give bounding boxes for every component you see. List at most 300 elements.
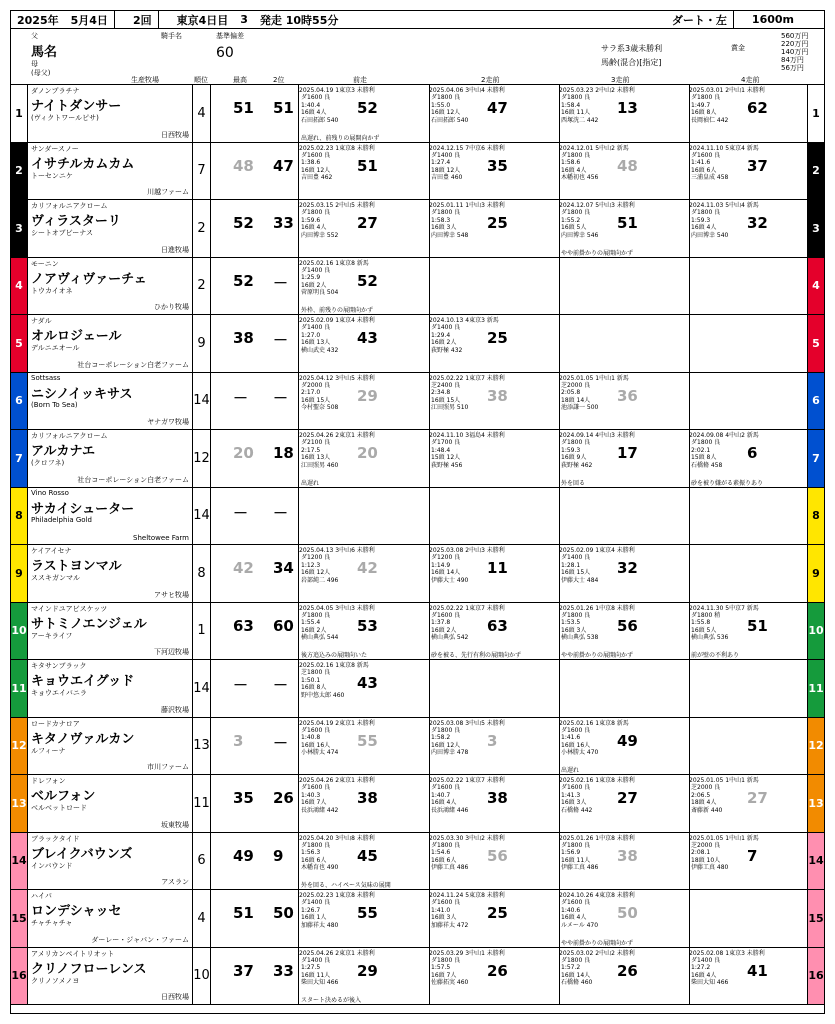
horse-info [28, 488, 193, 545]
horse-name[interactable]: ブレイクバウンズ [31, 846, 133, 862]
horse-name[interactable]: ベルフォン [31, 789, 96, 804]
past-race[interactable] [299, 545, 430, 602]
race-index: 38 [357, 789, 378, 807]
breeder: Sheltowee Farm [133, 534, 189, 542]
race-header: 2024.11.10 5東京4 新馬 [689, 144, 759, 151]
race-header: 2024.12.07 5中山3 未勝利 [559, 202, 635, 208]
past-race[interactable] [299, 143, 430, 200]
race-header: 2025.03.29 3中山1 未勝利 [429, 949, 505, 956]
race-index: 32 [617, 559, 638, 577]
race-meta: ダ1400 良 1:28.1 16頭 15人 伊藤大士 484 [561, 554, 599, 584]
past-race[interactable] [689, 833, 809, 890]
past-race[interactable] [559, 890, 690, 947]
post-number: 9 [11, 545, 28, 602]
rank: 12 [193, 430, 211, 487]
breeder: 市川ファーム [147, 763, 189, 771]
sire: サンダースノー [31, 144, 79, 153]
race-header: 2024.10.13 4東京3 新馬 [429, 317, 499, 323]
rank: 14 [193, 488, 211, 545]
best-indices [211, 660, 299, 717]
best-indices [211, 603, 299, 660]
rank: 9 [193, 315, 211, 372]
race-meta: ダ1800 良 1:58.2 16頭 12人 内田博幸 478 [431, 726, 469, 757]
race-class: サラ系3歳未勝利 [601, 44, 663, 53]
race-note: 出遅れ [561, 767, 580, 774]
past-race [689, 258, 809, 315]
race-index: 55 [357, 904, 378, 922]
best-indices [211, 718, 299, 775]
sire: アメリカンペイトリオット [31, 949, 115, 958]
horse-info [28, 430, 193, 487]
race-index: 62 [747, 99, 768, 117]
dam: Philadelphia Gold [31, 515, 92, 524]
post-number: 16 [11, 948, 28, 1005]
past-race[interactable] [299, 948, 430, 1005]
dam: クリノソメノヨ [31, 976, 80, 985]
race-header: 2025.04.26 2東京1 未勝利 [299, 949, 375, 956]
prev4-label: 4走前 [741, 76, 760, 84]
past-race[interactable] [689, 948, 809, 1005]
horse-row[interactable] [11, 718, 824, 776]
race-header: 2025.04.19 1東京3 未勝利 [299, 87, 375, 93]
race-header: 2025.02.22 1東京7 未勝利 [429, 777, 505, 783]
race-note: やや前掛かりの展開向かず [561, 249, 634, 257]
horse-name[interactable]: サトミノエンジェル [31, 616, 147, 632]
past-race[interactable] [429, 200, 560, 257]
race-note: 外を回る [561, 479, 586, 487]
race-index: 38 [487, 789, 508, 807]
horse-info [28, 373, 193, 430]
race-header [689, 660, 808, 668]
date: 5月4日 [70, 13, 108, 27]
past-race [429, 660, 560, 717]
post-number: 15 [11, 890, 28, 947]
race-meta: ダ1800 稍 1:55.8 16頭 5人 横山典弘 536 [691, 611, 729, 642]
breeder: ダーレー・ジャパン・ファーム [91, 935, 189, 944]
dam-label: 母 [31, 60, 38, 68]
race-meta: ダ1400 良 1:27.2 16頭 4人 柴田大知 466 [691, 956, 729, 987]
race-meta: ダ1800 良 1:59.3 16頭 4人 内田博幸 540 [691, 209, 729, 239]
horse-row[interactable] [11, 488, 824, 546]
past-race[interactable] [299, 603, 430, 660]
best-indices [211, 200, 299, 257]
race-meta: ダ1600 良 1:38.6 16頭 12人 吉田豊 462 [301, 151, 333, 182]
race-header: 2025.03.01 2中山1 未勝利 [689, 87, 765, 93]
horse-name[interactable]: オルロジェール [31, 329, 122, 344]
past-race[interactable] [429, 85, 560, 142]
past-race[interactable] [559, 545, 690, 602]
horse-row[interactable] [11, 660, 824, 718]
race-header [689, 545, 808, 553]
past-race[interactable] [429, 833, 560, 890]
horse-row[interactable] [11, 315, 824, 373]
past-race[interactable] [559, 373, 690, 430]
prize-label: 賞金 [731, 44, 745, 52]
past-race[interactable] [299, 430, 430, 487]
breeder: ひかり牧場 [154, 303, 189, 311]
race-index: 48 [617, 156, 638, 175]
past-race[interactable] [429, 718, 560, 775]
sire: Vino Rosso [31, 488, 69, 497]
race-index: 51 [357, 156, 378, 175]
horse-row[interactable] [11, 545, 824, 603]
race-header [559, 258, 689, 266]
best-indices [211, 488, 299, 545]
race-index: 51 [747, 616, 768, 635]
race-meta: ダ1800 良 1:59.6 16頭 4人 内田博幸 552 [301, 209, 339, 239]
race-header: 2025.04.13 3中山6 未勝利 [299, 547, 375, 553]
race-header: 2025.03.08 2中山3 未勝利 [429, 547, 505, 553]
past-race [559, 258, 690, 315]
race-index: 17 [617, 444, 638, 462]
post-number: 4 [11, 258, 28, 315]
rank: 14 [193, 373, 211, 430]
race-meta: ダ1800 良 1:57.5 16頭 7人 佐藤拓実 460 [431, 956, 469, 987]
dam: トーセンニケ [31, 171, 73, 180]
second-index: － [273, 273, 289, 292]
past-race[interactable] [559, 603, 690, 660]
race-header [689, 315, 808, 323]
horse-row[interactable] [11, 85, 824, 143]
race-index: 6 [747, 444, 758, 462]
dam: トウカイオネ [31, 286, 73, 295]
race-note: スタート決めるが後入 [301, 997, 362, 1004]
best-index: 48 [233, 156, 254, 175]
race-header [429, 258, 559, 266]
race-meta: ダ1800 良 1:58.6 16頭 4人 木幡初也 456 [561, 151, 599, 182]
race-note: 砂を被り嫌がる素振りあり [691, 479, 764, 487]
post-number-right: 14 [807, 833, 824, 890]
second-index: 34 [273, 559, 294, 577]
horse-name[interactable]: ノアヴィヴァーチェ [31, 271, 147, 287]
race-meta: ダ1800 良 1:55.0 16頭 12人 石田拓郎 540 [431, 94, 469, 124]
race-meta: ダ1800 良 1:49.7 16頭 8人 長岡禎仁 442 [691, 94, 729, 124]
past-race[interactable] [689, 85, 809, 142]
post-number-right: 2 [807, 143, 824, 200]
race-header: 2025.03.15 2中山5 未勝利 [299, 202, 375, 208]
race-index: 13 [617, 99, 638, 117]
horse-row[interactable] [11, 143, 824, 201]
race-index: 25 [487, 214, 508, 232]
breeder: 藤沢牧場 [161, 705, 189, 714]
dam: キョウエイバニラ [31, 689, 87, 697]
race-meta: ダ1600 良 1:40.7 16頭 4人 長浜鴻緒 446 [431, 784, 469, 814]
past-race[interactable] [429, 430, 560, 487]
past-race [299, 488, 430, 545]
horse-row[interactable] [11, 775, 824, 833]
past-race[interactable] [689, 143, 809, 200]
dam: インバウンド [31, 861, 73, 870]
race-header: 2024.10.26 4東京8 未勝利 [559, 892, 635, 898]
best-index: － [233, 503, 249, 522]
past-race[interactable] [429, 948, 560, 1005]
rank: 14 [193, 660, 211, 717]
race-header [299, 488, 429, 496]
past-race [559, 315, 690, 372]
past-race[interactable] [559, 143, 690, 200]
dam: アーキライフ [31, 631, 73, 640]
sire: ブラックタイド [31, 834, 80, 843]
best-indices [211, 833, 299, 890]
race-index: 52 [357, 99, 378, 117]
race-index: 41 [747, 961, 768, 980]
past-race[interactable] [689, 775, 809, 832]
second-index: － [273, 676, 289, 694]
prize-1: 560万円 [781, 32, 809, 40]
breeder-label: 生産牧場 [131, 76, 159, 84]
race-index: 32 [747, 214, 768, 232]
best-indices [211, 775, 299, 832]
past-race[interactable] [559, 718, 690, 775]
past-race[interactable] [559, 775, 690, 832]
race-header: 2024.09.14 4中山3 未勝利 [559, 432, 635, 438]
past-race[interactable] [559, 430, 690, 487]
race-header [689, 890, 808, 898]
horse-info [28, 660, 193, 717]
dam: ベルベットロード [31, 804, 87, 812]
race-meta: ダ1800 良 1:55.4 16頭 2人 横山典弘 544 [301, 611, 339, 642]
race-header [689, 373, 808, 381]
past-race[interactable] [299, 373, 430, 430]
past-race[interactable] [429, 143, 560, 200]
race-header: 2025.02.09 1東京4 未勝利 [559, 547, 635, 553]
horse-name[interactable]: イサチルカムカム [31, 156, 135, 172]
horse-rows [11, 85, 824, 1005]
dam: デルニエオール [31, 344, 80, 352]
past-race [689, 718, 809, 775]
horse-name[interactable]: サカイシューター [31, 501, 135, 517]
race-note: 後方追込みの展開向いた [301, 652, 368, 659]
past-race [689, 660, 809, 717]
race-meta: ダ1800 良 1:53.5 16頭 3人 横山典弘 538 [561, 611, 599, 642]
race-meta: ダ1400 良 1:29.4 16頭 2人 荻野極 432 [431, 324, 463, 354]
best-index: 51 [233, 904, 254, 922]
race-meta: ダ1400 良 1:27.5 16頭 11人 柴田大知 466 [301, 956, 339, 987]
second-index: 60 [273, 616, 294, 635]
race-index: 56 [487, 846, 508, 865]
post-number-right: 10 [807, 603, 824, 660]
race-meta: ダ1600 良 1:40.8 16頭 16人 小林勝太 474 [301, 726, 339, 757]
best-index: 63 [233, 616, 254, 635]
post-number: 10 [11, 603, 28, 660]
rank: 11 [193, 775, 211, 832]
past-race [559, 488, 690, 545]
horse-name[interactable]: アルカナエ [31, 444, 95, 459]
race-header: 2025.04.06 3中山4 未勝利 [429, 87, 505, 93]
post-number: 3 [11, 200, 28, 257]
past-race[interactable] [429, 775, 560, 832]
race-index: 47 [487, 99, 508, 117]
breeder: アサヒ牧場 [154, 590, 189, 599]
post-number-right: 7 [807, 430, 824, 487]
post-number-right: 4 [807, 258, 824, 315]
second-index: 18 [273, 444, 294, 462]
past-race[interactable] [689, 430, 809, 487]
past-race [689, 488, 809, 545]
past-race[interactable] [559, 833, 690, 890]
dam: (Born To Sea) [31, 400, 78, 409]
second-index: － [273, 503, 289, 522]
past-race [429, 258, 560, 315]
dam: (クロフネ) [31, 459, 65, 467]
race-index: 42 [357, 559, 378, 577]
race-meta: ダ1200 良 1:14.9 16頭 14人 伊藤大士 490 [431, 554, 469, 584]
post-number: 11 [11, 660, 28, 717]
race-meta: ダ1600 良 1:40.6 16頭 4人 ルメール 470 [561, 899, 599, 929]
past-race[interactable] [299, 775, 430, 832]
prev3-label: 3走前 [611, 76, 630, 84]
horse-info [28, 200, 193, 257]
race-header: 2025.02.16 1東京8 未勝利 [559, 777, 635, 783]
past-race [689, 545, 809, 602]
horse-row[interactable] [11, 200, 824, 258]
horse-row[interactable] [11, 258, 824, 316]
horse-info [28, 948, 193, 1005]
race-index: 26 [487, 961, 508, 980]
past-race[interactable] [299, 85, 430, 142]
race-header: 2024.11.30 5中京7 新馬 [689, 604, 759, 611]
past-race [559, 660, 690, 717]
track: ダート・左 [671, 13, 727, 27]
past-race[interactable] [299, 258, 430, 315]
horse-name[interactable]: キョウエイグッド [31, 674, 135, 689]
second-index: － [273, 331, 289, 349]
past-race[interactable] [299, 660, 430, 717]
race-note: 出遅れ、前残りの展開向かず [301, 134, 380, 142]
horse-name[interactable]: ラストヨンマル [31, 559, 122, 574]
past-race[interactable] [299, 718, 430, 775]
race-index: 53 [357, 616, 378, 635]
distance: 1600m [751, 13, 794, 26]
horse-name[interactable]: ヴィラスターリ [31, 214, 121, 229]
past-race[interactable] [299, 200, 430, 257]
horse-row[interactable] [11, 833, 824, 891]
race-header [689, 718, 808, 726]
race-meta: ダ1800 良 2:02.1 15頭 8人 石橋脩 458 [691, 439, 723, 469]
race-no: 3 [240, 13, 248, 26]
horse-name[interactable]: ナイトダンサー [31, 99, 122, 114]
past-race[interactable] [299, 833, 430, 890]
sire: ケイアイセナ [31, 547, 72, 555]
best-indices [211, 85, 299, 142]
breeder: 社台コーポレーション白老ファーム [77, 475, 189, 484]
start-time: 発走 10時55分 [259, 13, 339, 27]
race-meta: 芝1800 良 1:50.1 16頭 8人 野中悠太郎 460 [301, 669, 345, 699]
past-race[interactable] [429, 545, 560, 602]
post-number-right: 1 [807, 85, 824, 142]
race-meta: ダ1200 良 1:12.3 16頭 12人 岩部純二 496 [301, 554, 339, 584]
past-race[interactable] [689, 603, 809, 660]
race-index: 49 [617, 731, 638, 750]
best-index: 52 [233, 214, 254, 232]
second-index: － [273, 733, 289, 752]
second-index: 51 [273, 99, 294, 117]
past-race[interactable] [429, 603, 560, 660]
race-index: 29 [357, 961, 378, 980]
past-race[interactable] [299, 890, 430, 947]
horse-info [28, 890, 193, 947]
race-meta: ダ1600 良 1:40.4 16頭 4人 石田拓郎 540 [301, 94, 339, 124]
race-note: 砂を被る、先行有利の展開向かず [431, 652, 522, 659]
best-indices [211, 890, 299, 947]
horse-name[interactable]: キタノヴァルカン [31, 731, 135, 747]
post-number-right: 8 [807, 488, 824, 545]
past-race[interactable] [429, 315, 560, 372]
horse-row[interactable] [11, 890, 824, 948]
prize-2: 220万円 [781, 40, 809, 48]
post-number-right: 11 [807, 660, 824, 717]
race-note: やや前掛かりの展開向かず [561, 939, 634, 947]
best-index: 3 [233, 731, 244, 750]
post-number: 2 [11, 143, 28, 200]
best-indices [211, 430, 299, 487]
race-index: 51 [617, 214, 638, 232]
horse-row[interactable] [11, 948, 824, 1006]
race-index: 43 [357, 329, 378, 347]
race-meta: ダ1800 良 1:57.2 16頭 14人 石橋脩 460 [561, 956, 593, 987]
past-race[interactable] [299, 315, 430, 372]
sire: モーニン [31, 259, 59, 268]
race-index: 20 [357, 444, 378, 462]
prize-3: 140万円 [781, 48, 809, 56]
race-meta: ダ1800 良 1:54.6 16頭 6人 伊藤工真 486 [431, 841, 469, 872]
horse-row[interactable] [11, 430, 824, 488]
race-header: 2025.04.26 2東京1 未勝利 [299, 432, 375, 438]
breeder: 日西牧場 [161, 993, 189, 1001]
second-index: － [273, 388, 289, 407]
past-race[interactable] [429, 373, 560, 430]
race-meta: ダ1600 良 1:41.6 16頭 6人 三浦皇成 458 [691, 151, 729, 182]
sire-label: 父 [31, 32, 38, 40]
horse-info [28, 775, 193, 832]
race-index: 38 [617, 846, 638, 865]
past-race[interactable] [559, 200, 690, 257]
sire: ハイパ [31, 892, 52, 900]
horse-info [28, 545, 193, 602]
sire: キタサンブラック [31, 662, 87, 670]
best-index: 20 [233, 444, 254, 462]
breeder: アスラン [161, 878, 189, 886]
race-meta: ダ1800 良 1:58.4 16頭 11人 西塚洸二 442 [561, 94, 599, 124]
horse-row[interactable] [11, 373, 824, 431]
rank: 8 [193, 545, 211, 602]
race-meta: ダ1800 良 1:56.9 16頭 11人 伊藤工真 486 [561, 841, 599, 872]
horse-name[interactable]: ロンデシャッセ [31, 904, 122, 919]
past-race[interactable] [429, 890, 560, 947]
race-meta: ダ1800 良 1:59.3 16頭 9人 荻野極 462 [561, 439, 593, 469]
race-index: 11 [487, 559, 508, 577]
race-meta: ダ2100 良 2:17.5 16頭 13人 江田照男 460 [301, 439, 339, 469]
race-index: 45 [357, 846, 378, 865]
race-header: 2025.02.16 1東京8 新馬 [299, 259, 369, 266]
prize-5: 56万円 [781, 64, 804, 72]
horse-name[interactable]: クリノフローレンス [31, 961, 147, 977]
breeder: 社台コーポレーション白老ファーム [77, 360, 189, 369]
second-index: 26 [273, 789, 294, 807]
past-race[interactable] [559, 85, 690, 142]
rank: 4 [193, 890, 211, 947]
best-index: 38 [233, 329, 254, 347]
past-race[interactable] [689, 200, 809, 257]
best-indices [211, 143, 299, 200]
horse-info [28, 143, 193, 200]
race-header: 2025.02.22 1東京7 未勝利 [429, 604, 505, 611]
horse-row[interactable] [11, 603, 824, 661]
race-index: 26 [617, 961, 638, 980]
meeting: 東京4日目 [176, 13, 229, 27]
horse-name[interactable]: ニシノイッキサス [31, 386, 133, 402]
past-race[interactable] [559, 948, 690, 1005]
